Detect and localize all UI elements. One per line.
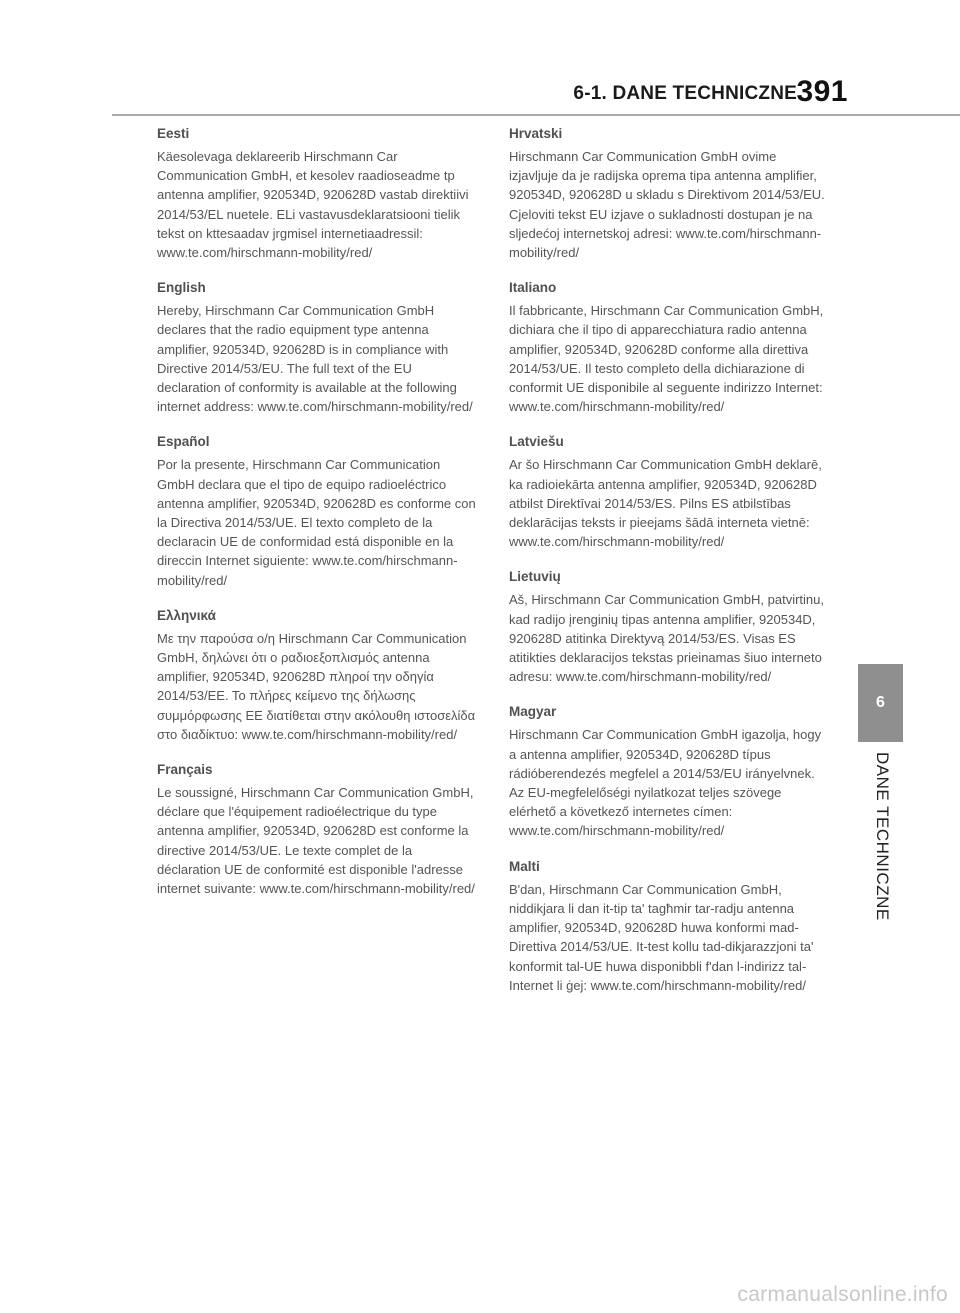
declaration-text: B'dan, Hirschmann Car Communication GmbH, niddikjara li dan it-tip ta' tagħmir tar-radju antenna amplifier, 920534D, 920628D huwa konformi mad-Direttiva 2014/53/UE. It-test kollu tad-dikjarazzjoni ta' konformit tal-UE huwa disponibbli f'dan l-indirizz tal-Internet li ġej: www.te.com/hirschmann-mobility/red/ xyxy=(509,881,814,993)
language-heading: Italiano xyxy=(509,280,557,296)
header-divider xyxy=(112,114,960,116)
left-column xyxy=(157,126,477,916)
section-title: 6-1. DANE TECHNICZNE xyxy=(573,83,797,104)
declaration-english xyxy=(157,280,477,416)
declaration-text: Aš, Hirschmann Car Communication GmbH, patvirtinu, kad radijo įrenginių tipas antenna amplifier, 920534D, 920628D atitinka Direktyvą 2014/53/ES. Visas ES atitikties deklaracijos tekstas prieinamas šiuo interneto adresu: www.te.com/hirschmann-mobility/red/ xyxy=(509,592,824,685)
right-column xyxy=(509,126,829,1013)
declaration-text: Ar šo Hirschmann Car Communication GmbH deklarē, ka radioiekārta antenna amplifier, 920534D, 920628D atbilst Direktīvai 2014/53/ES. Pilns ES atbilstības deklarācijas teksts ir pieejams šādā interneta vietnē: www.te.com/hirschmann-mobility/red/ xyxy=(509,457,822,550)
language-heading: Español xyxy=(157,434,210,450)
language-heading: Lietuvių xyxy=(509,569,561,585)
declaration-lietuviu xyxy=(509,569,829,686)
language-heading: Magyar xyxy=(509,704,557,720)
declaration-text: Le soussigné, Hirschmann Car Communication GmbH, déclare que l'équipement radioélectrique du type antenna amplifier, 920534D, 920628D est conforme la directive 2014/53/UE. Le texte complet de la déclaration UE de conformité est disponible l'adresse internet suivante: www.te.com/hirschmann-mobility/red/ xyxy=(157,785,475,897)
declaration-text: Por la presente, Hirschmann Car Communication GmbH declara que el tipo de equipo radioeléctrico antenna amplifier, 920534D, 920628D es conforme con la Directiva 2014/53/UE. El texto completo de la declaracin UE de conformidad está disponible en la direccin Internet siguiente: www.te.com/hirschmann-mobility/red/ xyxy=(157,457,476,588)
declaration-eesti xyxy=(157,126,477,262)
declaration-text: Käesolevaga deklareerib Hirschmann Car Communication GmbH, et kesolev raadioseadme tp antenna amplifier, 920534D, 920628D vastab direktiivi 2014/53/EL nuetele. ELi vastavusdeklaratsiooni tielik tekst on kttesaadav jrgmisel internetiaadressil: www.te.com/hirschmann-mobility/red/ xyxy=(157,149,469,261)
declaration-text: Hirschmann Car Communication GmbH igazolja, hogy a antenna amplifier, 920534D, 920628D típus rádióberendezés megfelel a 2014/53/EU irányelvnek. Az EU-megfelelőségi nyilatkozat teljes szövege elérhető a következő internetes címen: www.te.com/hirschmann-mobility/red/ xyxy=(509,727,822,839)
language-heading: Eesti xyxy=(157,126,190,141)
declaration-text: Hereby, Hirschmann Car Communication GmbH declares that the radio equipment type antenna amplifier, 920534D, 920628D is in compliance with Directive 2014/53/EU. The full text of the EU declaration of conformity is available at the following internet address: www.te.com/hirschmann-mobility/red/ xyxy=(157,303,473,415)
declaration-malti xyxy=(509,859,829,995)
declaration-text: Με την παρούσα ο/η Hirschmann Car Communication GmbH, δηλώνει ότι ο ραδιοεξοπλισμός antenna amplifier, 920534D, 920628D πληροί την οδηγία 2014/53/ΕΕ. Το πλήρες κείμενο της δήλωσης συμμόρφωσης ΕΕ διατίθεται στην ακόλουθη ιστοσελίδα στο διαδίκτυο: www.te.com/hirschmann-mobility/red/ xyxy=(157,630,476,742)
declaration-text: Hirschmann Car Communication GmbH ovime izjavljuje da je radijska oprema tipa antenna amplifier, 920534D, 920628D u skladu s Direktivom 2014/53/EU. Cjeloviti tekst EU izjave o sukladnosti dostupan je na sljedećoj internetskoj adresi: www.te.com/hirschmann-mobility/red/ xyxy=(509,149,825,261)
declaration-magyar xyxy=(509,704,829,840)
declaration-espanol xyxy=(157,434,477,589)
watermark: carmanualsonline.info xyxy=(737,1283,948,1306)
language-heading: Hrvatski xyxy=(509,126,563,141)
language-heading: Français xyxy=(157,762,213,778)
chapter-label: DANE TECHNICZNE xyxy=(873,752,892,921)
language-heading: Malti xyxy=(509,858,540,874)
declaration-italiano xyxy=(509,280,829,416)
language-heading: Ελληνικά xyxy=(157,607,216,623)
language-heading: Latviešu xyxy=(509,434,564,450)
declaration-ellinika xyxy=(157,608,477,744)
chapter-tab[interactable]: 6 xyxy=(858,664,903,742)
declaration-latviesu xyxy=(509,434,829,551)
language-heading: English xyxy=(157,280,206,296)
declaration-text: Il fabbricante, Hirschmann Car Communication GmbH, dichiara che il tipo di apparecchiatura radio antenna amplifier, 920534D, 920628D conforme alla direttiva 2014/53/UE. Il testo completo della dichiarazione di conformit UE disponibile al seguente indirizzo Internet: www.te.com/hirschmann-mobility/red/ xyxy=(509,303,824,415)
page-number: 391 xyxy=(796,75,848,108)
declaration-francais xyxy=(157,762,477,898)
page-header xyxy=(0,72,960,118)
declaration-hrvatski xyxy=(509,126,829,262)
